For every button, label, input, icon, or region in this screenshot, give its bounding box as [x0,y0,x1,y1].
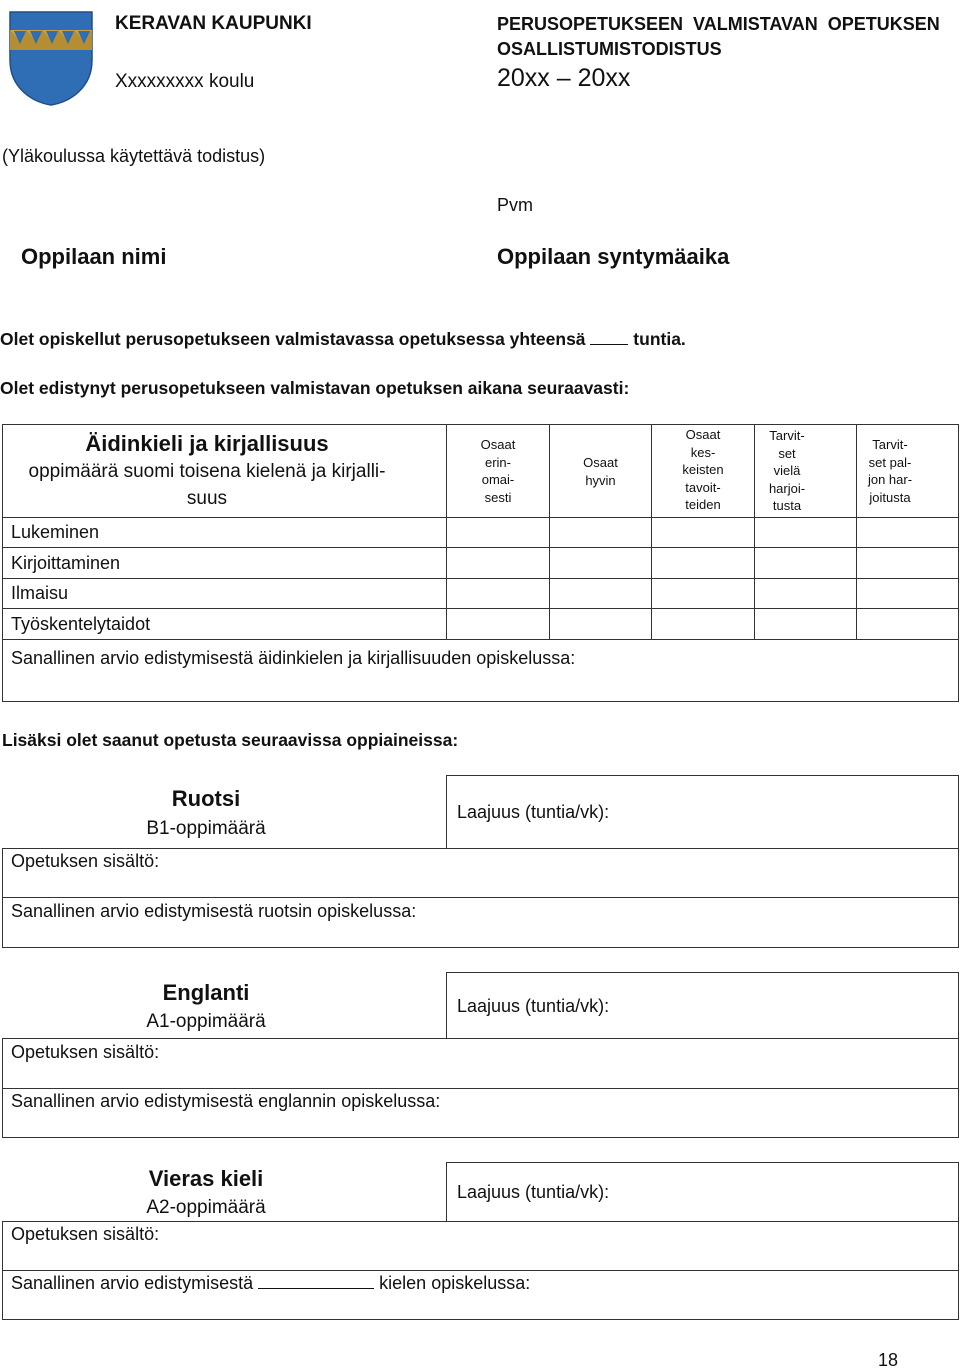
subject-syllabus-ruotsi: B1-oppimäärä [146,818,266,839]
scope-label-ruotsi: Laajuus (tuntia/vk): [457,802,610,822]
row-label-expression: Ilmaisu [11,583,69,603]
row-label-work-skills: Työskentelytaidot [11,614,151,634]
content-label-vieras-kieli: Opetuksen sisältö: [11,1224,160,1244]
column-header-good: Osaat hyvin [583,455,618,488]
grid-line [2,1088,959,1089]
scope-label-englanti: Laajuus (tuntia/vk): [457,996,610,1016]
verbal-label-englanti: Sanallinen arvio edistymisestä englannin opiskelussa: [11,1091,441,1111]
column-header-central-goals: Osaat kes- keisten tavoit- teiden [682,427,724,512]
coat-of-arms-icon [8,10,94,106]
mother-tongue-verbal-label: Sanallinen arvio edistymisestä äidinkielen ja kirjallisuuden opiskelussa: [11,648,576,668]
grid-line [2,517,959,518]
certificate-title-line1: PERUSOPETUKSEEN VALMISTAVAN OPETUKSEN [497,14,940,34]
page-number: 18 [878,1350,899,1370]
student-name-label: Oppilaan nimi [21,244,167,269]
grid-line [2,578,959,579]
grid-line [2,1270,959,1271]
content-label-ruotsi: Opetuksen sisältö: [11,851,160,871]
mother-tongue-subtitle-1: oppimäärä suomi toisena kielenä ja kirjalli- [28,461,386,482]
row-label-reading: Lukeminen [11,522,100,542]
hours-blank [590,344,628,345]
progress-intro: Olet edistynyt perusopetukseen valmistavan opetuksen aikana seuraavasti: [0,378,630,398]
hours-suffix: tuntia. [633,329,686,349]
school-years: 20xx – 20xx [497,64,631,92]
column-header-needs-practice: Tarvit- set vielä harjoi- tusta [768,428,806,513]
certificate-title-line2: OSALLISTUMISTODISTUS [497,39,722,59]
column-header-excellent: Osaat erin- omai- sesti [480,437,516,505]
grid-line [2,639,959,640]
scope-label-vieras-kieli: Laajuus (tuntia/vk): [457,1182,610,1202]
mother-tongue-subtitle-2: suus [186,488,228,509]
subject-name-vieras-kieli: Vieras kieli [148,1166,264,1191]
grid-line [2,897,959,898]
hours-sentence [0,329,686,350]
verbal-label-ruotsi: Sanallinen arvio edistymisestä ruotsin opiskelussa: [11,901,417,921]
column-header-needs-much-practice: Tarvit- set pal- jon har- joitusta [867,437,913,505]
mother-tongue-title: Äidinkieli ja kirjallisuus [85,431,329,456]
date-label: Pvm [497,195,533,215]
language-blank [258,1288,374,1289]
hours-prefix: Olet opiskellut perusopetukseen valmistavassa opetuksessa yhteensä [0,329,586,349]
grid-line [2,547,959,548]
row-label-writing: Kirjoittaminen [11,553,121,573]
subject-syllabus-englanti: A1-oppimäärä [146,1011,266,1032]
subject-name-englanti: Englanti [162,980,250,1005]
verbal-label-vieras-kieli: Sanallinen arvio edistymisestä kielen opiskelussa: [11,1273,531,1293]
content-label-englanti: Opetuksen sisältö: [11,1042,160,1062]
city-name: KERAVAN KAUPUNKI [115,13,312,34]
subject-name-ruotsi: Ruotsi [171,786,241,811]
other-subjects-intro: Lisäksi olet saanut opetusta seuraavissa oppiaineissa: [2,730,459,750]
student-birthdate-label: Oppilaan syntymäaika [497,244,730,269]
subject-syllabus-vieras-kieli: A2-oppimäärä [146,1197,266,1218]
usage-note: (Yläkoulussa käytettävä todistus) [2,146,266,166]
grid-line [2,608,959,609]
school-name: Xxxxxxxxx koulu [115,71,255,92]
